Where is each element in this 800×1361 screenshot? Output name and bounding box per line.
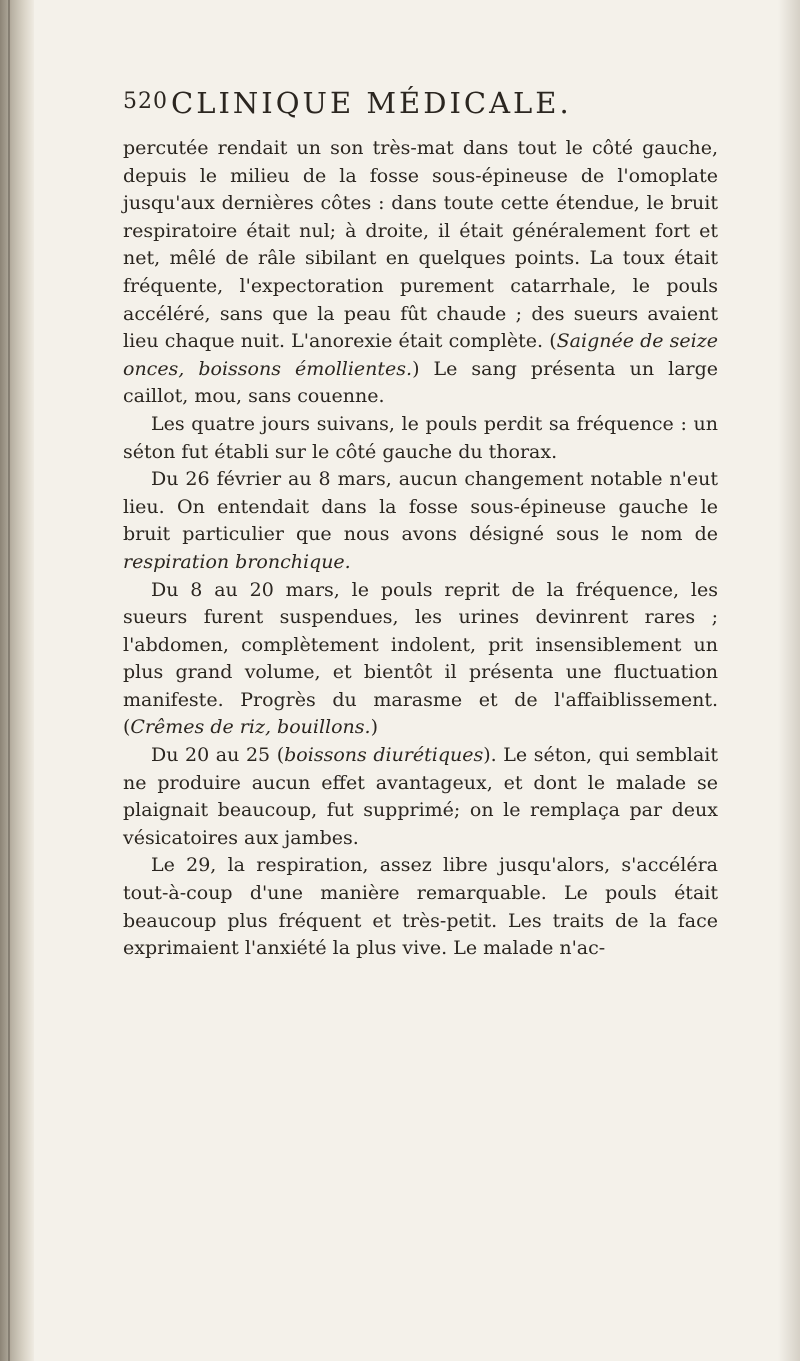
italic-prescription: boissons diurétiques [284, 744, 484, 767]
italic-term: respiration bronchique. [123, 550, 351, 573]
paragraph-3: Du 26 février au 8 mars, aucun changement notable n'eut lieu. On entendait dans la fosse sous-épineuse gauche le bruit particulier que nous avons désigné sous le nom de respiration bronchique. [123, 468, 718, 573]
page-header [123, 86, 713, 126]
paragraph-5: Du 20 au 25 (boissons diurétiques). Le séton, qui semblait ne produire aucun effet avantageux, et dont le malade se plaignait beaucoup, fut supprimé; on le remplaça par deux vésicatoires aux jambes. [123, 744, 718, 849]
page-edge-shadow [778, 0, 800, 1361]
book-binding-edge [0, 0, 34, 1361]
page-number: 520 [123, 89, 168, 114]
running-head: CLINIQUE MÉDICALE. [171, 86, 572, 120]
paragraph-2: Les quatre jours suivans, le pouls perdit sa fréquence : un séton fut établi sur le côté gauche du thorax. [123, 412, 718, 463]
paragraph-1: percutée rendait un son très-mat dans tout le côté gauche, depuis le milieu de la fosse sous-épineuse de l'omoplate jusqu'aux dernières côtes : dans toute cette étendue, le bruit respiratoire était nul; à droite, il était généralement fort et net, mêlé de râle sibilant en quelques points. La toux était fréquente, l'expectoration purement catarrhale, le pouls accéléré, sans que la peau fût chaude ; des sueurs avaient lieu chaque nuit. L'anorexie était complète. (Saignée de seize onces, boissons émollientes.) Le sang présenta un large caillot, mou, sans couenne. [123, 137, 719, 408]
body-text [123, 135, 718, 963]
paragraph-4: Du 8 au 20 mars, le pouls reprit de la fréquence, les sueurs furent suspendues, les urines devinrent rares ; l'abdomen, complètement indolent, prit insensiblement un plus grand volume, et bientôt il présenta une fluctuation manifeste. Progrès du marasme et de l'affaiblissement. (Crêmes de riz, bouillons.) [123, 578, 718, 739]
paragraph-6: Le 29, la respiration, assez libre jusqu'alors, s'accéléra tout-à-coup d'une manière remarquable. Le pouls était beaucoup plus fréquent et très-petit. Les traits de la face exprimaient l'anxiété la plus vive. Le malade n'ac- [123, 854, 718, 960]
italic-prescription: Crêmes de riz, bouillons. [130, 716, 371, 739]
italic-prescription: Saignée de seize onces, boissons émollientes. [123, 330, 718, 380]
